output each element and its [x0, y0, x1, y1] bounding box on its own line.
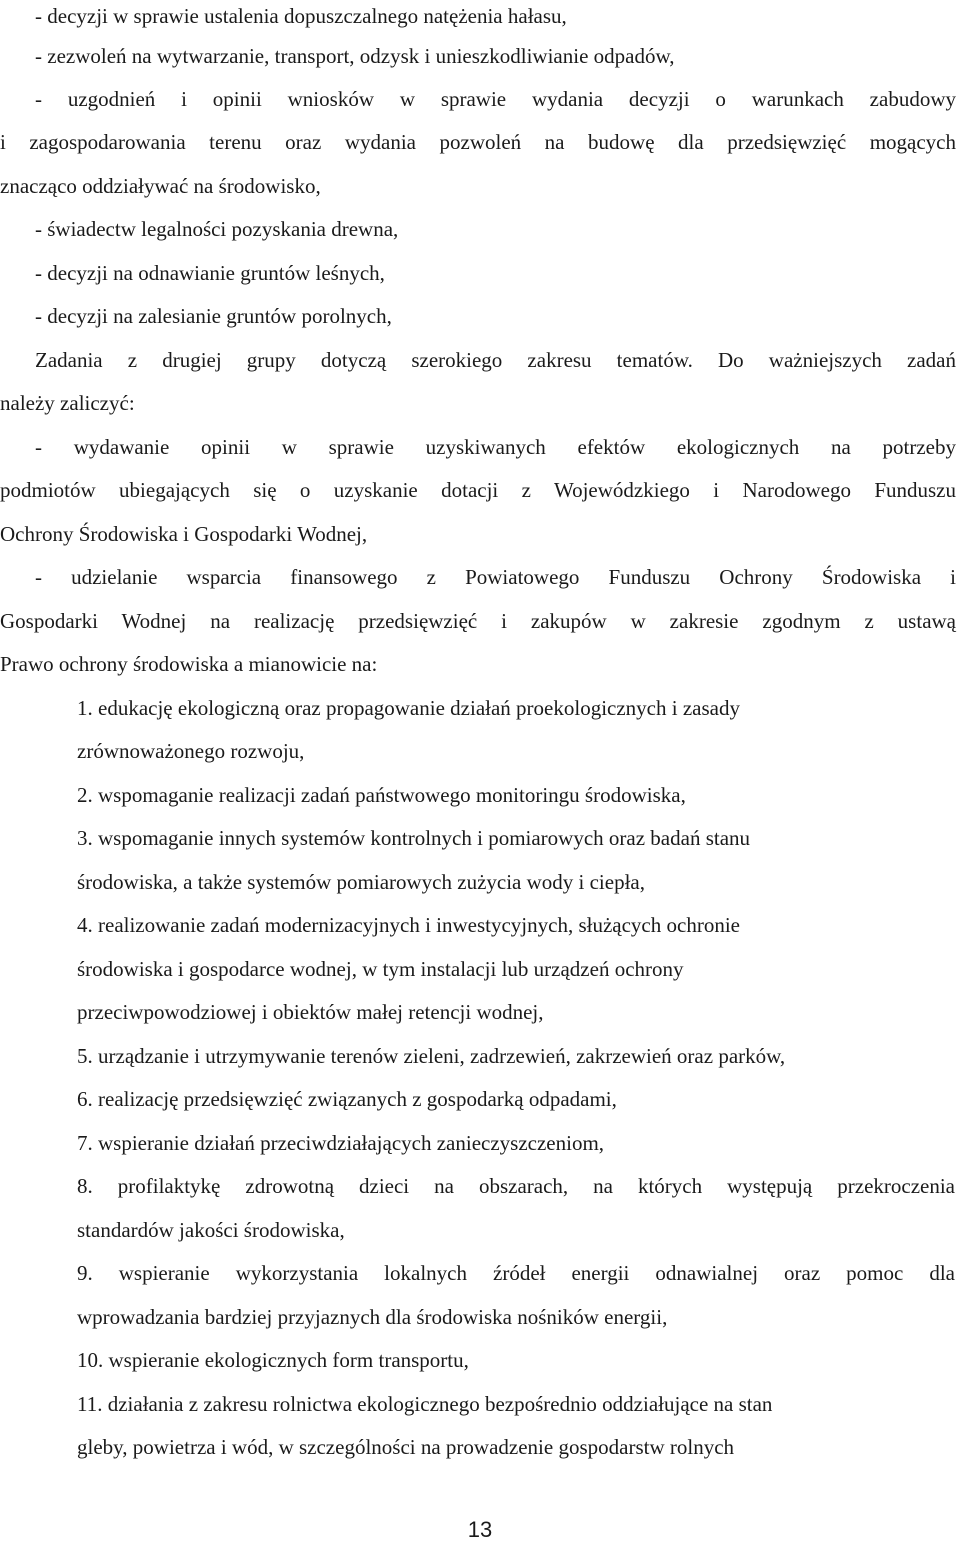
list-item-line: zrównoważonego rozwoju, — [77, 739, 305, 763]
text-line: Zadania z drugiej grupy dotyczą szerokiego zakresu tematów. Do ważniejszych zadań — [35, 348, 956, 372]
list-item-line: wprowadzania bardziej przyjaznych dla środowiska nośników energii, — [77, 1305, 668, 1329]
list-item-line: 3. wspomaganie innych systemów kontrolnych i pomiarowych oraz badań stanu — [77, 826, 751, 850]
text-line: - wydawanie opinii w sprawie uzyskiwanych efektów ekologicznych na potrzeby — [35, 435, 956, 459]
list-item-line: gleby, powietrza i wód, w szczególności na prowadzenie gospodarstw rolnych — [77, 1435, 735, 1459]
text-line: znacząco oddziaływać na środowisko, — [0, 174, 321, 198]
text-line: Prawo ochrony środowiska a mianowicie na: — [0, 652, 378, 676]
text-line: - uzgodnień i opinii wniosków w sprawie wydania decyzji o warunkach zabudowy — [35, 87, 956, 111]
list-item-line: środowiska i gospodarce wodnej, w tym instalacji lub urządzeń ochrony — [77, 957, 684, 981]
list-item-line: środowiska, a także systemów pomiarowych zużycia wody i ciepła, — [77, 870, 645, 894]
text-line: Gospodarki Wodnej na realizację przedsięwzięć i zakupów w zakresie zgodnym z ustawą — [0, 609, 956, 633]
list-item-line: 4. realizowanie zadań modernizacyjnych i inwestycyjnych, służących ochronie — [77, 913, 740, 937]
list-item-line: 7. wspieranie działań przeciwdziałających zanieczyszczeniom, — [77, 1131, 605, 1155]
text-line: i zagospodarowania terenu oraz wydania pozwoleń na budowę dla przedsięwzięć mogących — [0, 130, 956, 154]
text-line: należy zaliczyć: — [0, 391, 135, 415]
list-item-line: 10. wspieranie ekologicznych form transportu, — [77, 1348, 469, 1372]
list-item-line: 2. wspomaganie realizacji zadań państwowego monitoringu środowiska, — [77, 783, 686, 807]
text-line: - decyzji na odnawianie gruntów leśnych, — [35, 261, 385, 285]
text-line: - decyzji w sprawie ustalenia dopuszczalnego natężenia hałasu, — [35, 4, 567, 28]
list-item-line: 8. profilaktykę zdrowotną dzieci na obszarach, na których występują przekroczenia — [77, 1174, 955, 1198]
text-line: - zezwoleń na wytwarzanie, transport, odzysk i unieszkodliwianie odpadów, — [35, 44, 675, 68]
page-number: 13 — [467, 1517, 493, 1542]
text-line: - udzielanie wsparcia finansowego z Powiatowego Funduszu Ochrony Środowiska i — [35, 565, 956, 589]
list-item-line: przeciwpowodziowej i obiektów małej retencji wodnej, — [77, 1000, 544, 1024]
list-item-line: 1. edukację ekologiczną oraz propagowanie działań proekologicznych i zasady — [77, 696, 740, 720]
text-line: Ochrony Środowiska i Gospodarki Wodnej, — [0, 522, 368, 546]
list-item-line: 6. realizację przedsięwzięć związanych z gospodarką odpadami, — [77, 1087, 617, 1111]
text-line: - decyzji na zalesianie gruntów porolnych, — [35, 304, 392, 328]
list-item-line: 5. urządzanie i utrzymywanie terenów zieleni, zadrzewień, zakrzewień oraz parków, — [77, 1044, 786, 1068]
list-item-line: 11. działania z zakresu rolnictwa ekologicznego bezpośrednio oddziałujące na stan — [77, 1392, 773, 1416]
text-line: - świadectw legalności pozyskania drewna, — [35, 217, 399, 241]
text-line: podmiotów ubiegających się o uzyskanie dotacji z Wojewódzkiego i Narodowego Funduszu — [0, 478, 956, 502]
list-item-line: standardów jakości środowiska, — [77, 1218, 345, 1242]
list-item-line: 9. wspieranie wykorzystania lokalnych źródeł energii odnawialnej oraz pomoc dla — [77, 1261, 955, 1285]
